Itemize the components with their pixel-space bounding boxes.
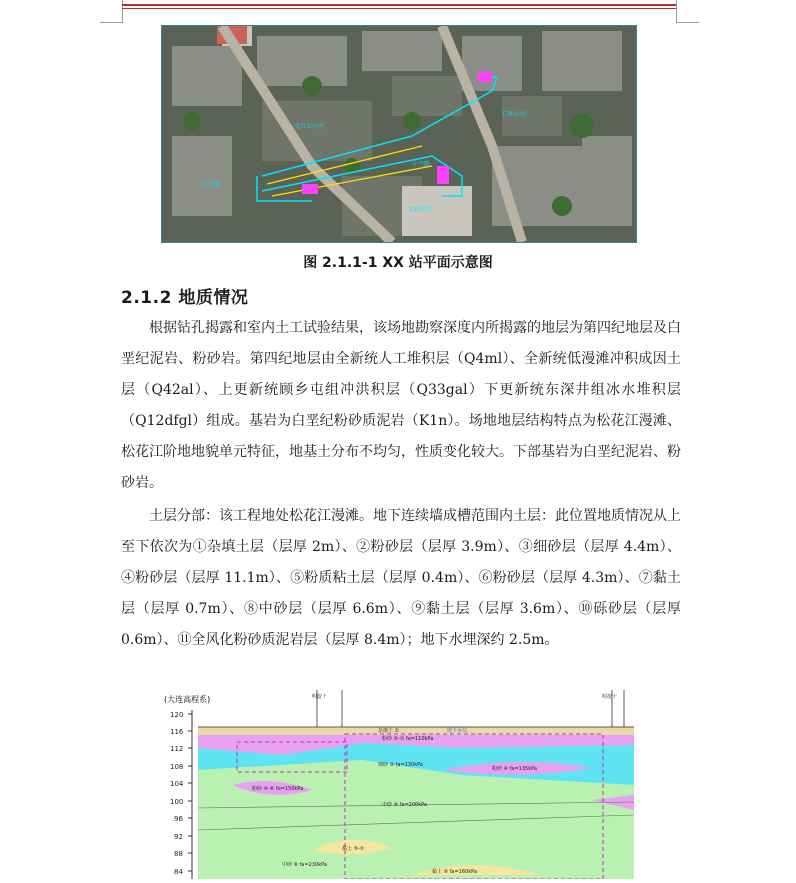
station-aerial-map — [161, 25, 637, 243]
map-label-1: 文昌七小区 — [294, 123, 325, 130]
geologic-profile-drawing — [162, 690, 634, 879]
tick-88: 88 — [174, 850, 183, 858]
layer-clay-label: 黏土 ⑤-② — [342, 846, 365, 852]
header-rule — [122, 4, 676, 6]
geologic-profile — [162, 690, 634, 879]
tick-92: 92 — [174, 833, 183, 841]
page-corner-mark-left — [100, 0, 123, 23]
figure-caption: 图 2.1.1-1 XX 站平面示意图 — [303, 255, 493, 271]
paragraph-strata: 根据钻孔揭露和室内土工试验结果，该场地勘察深度内所揭露的地层为第四纪地层及白垩纪泥岩、粉砂岩。第四纪地层由全新统人工堆积层（Q4ml）、全新统低漫滩冲积成因土层（Q42al）、上更新统顾乡屯组冲洪积层（Q33gal）下更新统东深井组冰水堆积层（Q12dfgl）组成。基岩为白垩纪粉砂质泥岩（K1n）。场地地层结构特点为松花江漫滩、松花江阶地地貌单元特征，地基土分布不均匀，性质变化较大。下部基岩为白垩纪泥岩、粉砂岩。 — [121, 320, 681, 491]
page-corner-mark-right — [676, 0, 699, 23]
map-label-2: 民主路 — [202, 181, 221, 188]
layer-fine-label: 细砂 ③ fa=130kPa — [378, 762, 423, 768]
tick-120: 120 — [170, 711, 184, 719]
map-label-4: 仁和小区 — [502, 111, 527, 118]
layer-silt1-label: 粉砂 ②-① fa=110kPa — [382, 736, 434, 742]
layer-silt2-label: 粉砂 ④-⑥ fa=150kPa — [252, 786, 304, 792]
tick-100: 100 — [170, 798, 184, 806]
header-rule-thin — [122, 8, 676, 9]
tick-116: 116 — [170, 728, 184, 736]
tick-108: 108 — [170, 763, 184, 771]
tick-96: 96 — [174, 815, 183, 823]
profile-ticks — [170, 711, 184, 876]
profile-axis-title: (大连高程系) — [164, 695, 211, 704]
layer-fill-label: 杂填土 ① — [378, 728, 400, 734]
tick-104: 104 — [170, 780, 184, 788]
layer-silt-lens-label: 粉砂 ④ fa=135kPa — [492, 766, 537, 772]
layer-coarse-label: 中砂 ⑧ fa=230kPa — [282, 862, 327, 868]
section-heading: 2.1.2 地质情况 — [121, 288, 249, 308]
map-label-3: 文庙社区 — [408, 206, 433, 213]
paragraph-soil-layers: 土层分部：该工程地处松花江漫滩。地下连续墙成槽范围内土层：此位置地质情况从上至下依次为①杂填土层（层厚 2m）、②粉砂层（层厚 3.9m）、③细砂层（层厚 4.4m）、④粉砂层（层厚 11.1m）、⑤粉质粘土层（层厚 0.4m）、⑥粉砂层（层厚 4.3m）、⑦黏土层（层厚 0.7m）、⑧中砂层（层厚 6.6m）、⑨黏土层（层厚 3.6m）、⑩砾砂层（层厚 0.6m）、⑪全风化粉砂质泥岩层（层厚 8.4m）；地下水埋深约 2.5m。 — [121, 508, 681, 648]
profile-top-label-2: 明挖十 — [602, 694, 618, 700]
water-table-label: 地下水位 — [447, 728, 468, 734]
map-label-5: 中兴路 — [412, 161, 431, 168]
aerial-map-image — [162, 26, 636, 242]
tick-84: 84 — [174, 868, 183, 876]
layer-clay2-label: 黏土 ⑨ fa=160kPa — [432, 869, 477, 875]
profile-top-label-1: 明挖十 — [312, 694, 328, 700]
tick-112: 112 — [170, 745, 184, 753]
layer-medium-label: 中砂 ⑧ fa=200kPa — [382, 802, 427, 808]
